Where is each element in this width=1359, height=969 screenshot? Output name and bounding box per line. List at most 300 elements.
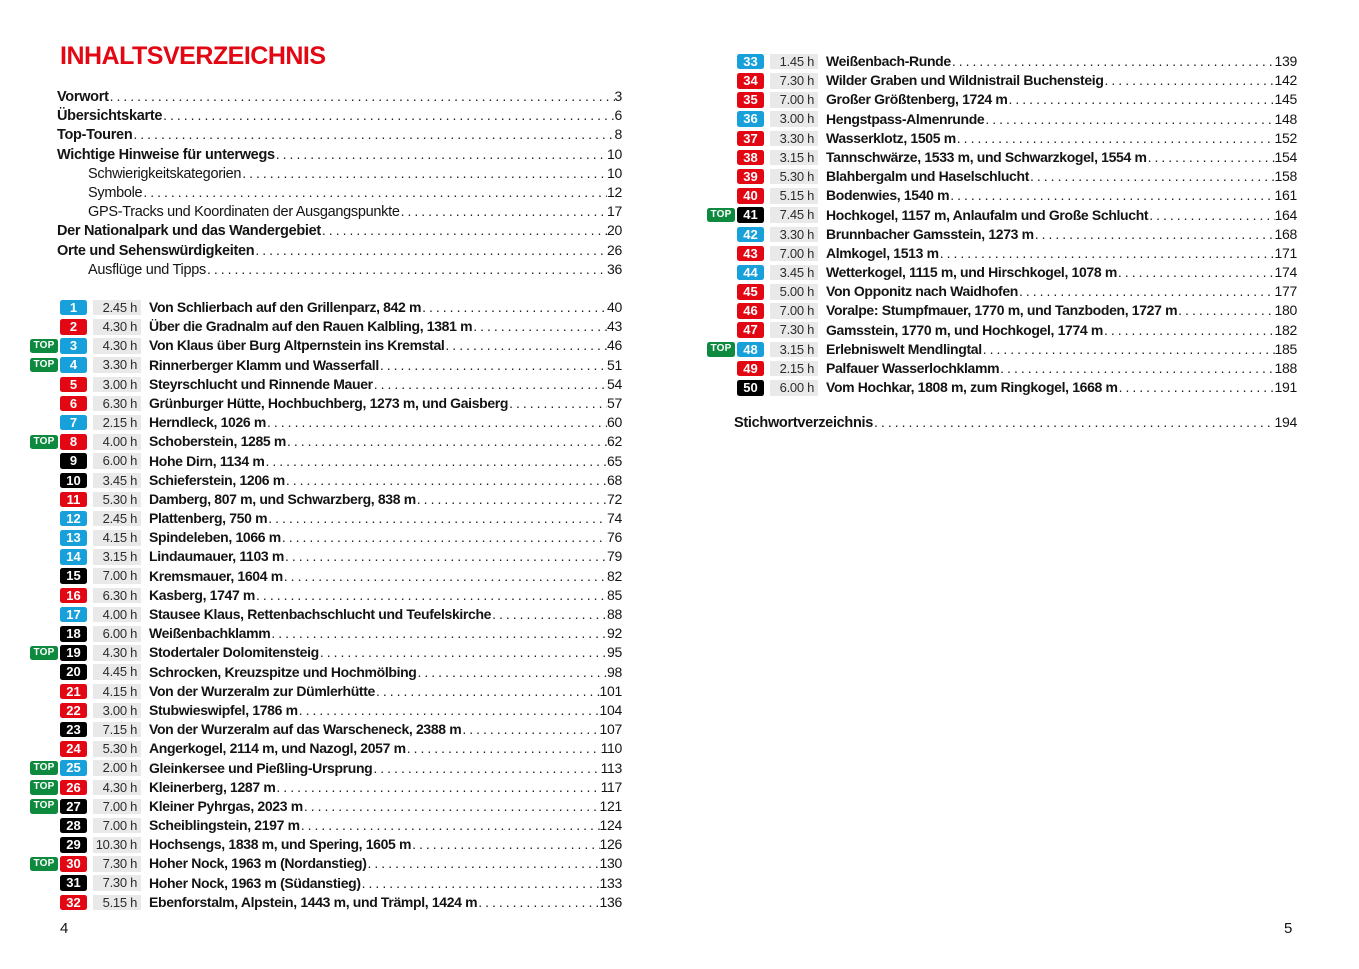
dotted-leader xyxy=(299,701,600,720)
tour-row xyxy=(707,129,1297,148)
tour-time: 5.00 h xyxy=(770,284,818,300)
tour-page: 74 xyxy=(607,510,622,527)
left-page-number: 4 xyxy=(60,920,69,937)
tour-row xyxy=(30,471,622,490)
dotted-leader xyxy=(940,244,1275,263)
top-badge-column xyxy=(30,569,60,584)
tour-number-badge: 26 xyxy=(60,780,87,796)
tour-time: 6.30 h xyxy=(93,396,141,412)
tour-row xyxy=(707,321,1297,340)
top-badge-column xyxy=(707,150,737,165)
front-matter-page: 26 xyxy=(607,241,622,258)
dotted-leader xyxy=(473,317,607,336)
dotted-leader xyxy=(242,164,607,183)
tour-page: 117 xyxy=(600,778,622,795)
tour-page: 171 xyxy=(1274,244,1297,261)
top-badge-column xyxy=(30,320,60,335)
top-badge-column xyxy=(30,761,60,776)
dotted-leader xyxy=(376,682,600,701)
tour-time: 3.45 h xyxy=(93,473,141,489)
tour-title: Angerkogel, 2114 m, und Nazogl, 2057 m xyxy=(149,740,406,757)
tour-time: 2.15 h xyxy=(93,415,141,431)
tour-time: 2.00 h xyxy=(93,760,141,776)
tour-title: Rinnerberger Klamm und Wasserfall xyxy=(149,356,379,373)
tour-title: Hochsengs, 1838 m, und Spering, 1605 m xyxy=(149,836,412,853)
tour-number-badge: 18 xyxy=(60,626,87,642)
tour-row xyxy=(30,394,622,413)
tour-row xyxy=(707,301,1297,320)
tour-title: Palfauer Wasserlochklamm xyxy=(826,360,1000,376)
dotted-leader xyxy=(256,586,607,605)
tour-page: 57 xyxy=(607,394,622,411)
tour-number-badge: 28 xyxy=(60,818,87,834)
tour-row xyxy=(30,567,622,586)
tour-list-left xyxy=(30,298,622,912)
tour-row xyxy=(30,778,622,797)
dotted-leader xyxy=(1119,378,1275,397)
tour-title: Kasberg, 1747 m xyxy=(149,586,256,603)
dotted-leader xyxy=(445,336,607,355)
dotted-leader xyxy=(1019,282,1275,301)
dotted-leader xyxy=(874,413,1274,432)
tour-page: 161 xyxy=(1274,187,1297,204)
dotted-leader xyxy=(268,509,607,528)
tour-number-badge: 43 xyxy=(737,246,764,262)
tour-time: 3.00 h xyxy=(770,111,818,127)
tour-time: 4.15 h xyxy=(93,684,141,700)
tour-row xyxy=(30,298,622,317)
top-badge-column xyxy=(30,742,60,757)
tour-title: Hoher Nock, 1963 m (Südanstieg) xyxy=(149,874,361,891)
dotted-leader xyxy=(952,52,1275,71)
front-matter-row xyxy=(30,202,622,221)
tour-row xyxy=(30,701,622,720)
tour-page: 40 xyxy=(607,299,622,315)
tour-time: 6.00 h xyxy=(93,626,141,642)
tour-row xyxy=(30,356,622,375)
tour-row xyxy=(30,663,622,682)
front-matter-row xyxy=(30,241,622,260)
top-badge-column xyxy=(30,876,60,891)
tour-row xyxy=(707,186,1297,205)
dotted-leader xyxy=(957,129,1275,148)
front-matter-label: Top-Touren xyxy=(57,127,133,144)
top-badge: TOP xyxy=(30,435,58,450)
tour-time: 3.15 h xyxy=(93,549,141,565)
tour-number-badge: 2 xyxy=(60,319,87,335)
tour-row xyxy=(30,893,622,912)
dotted-leader xyxy=(276,145,607,164)
tour-row xyxy=(30,874,622,893)
dotted-leader xyxy=(985,110,1274,129)
index-entry-label: Stichwortverzeichnis xyxy=(734,415,874,431)
dotted-leader xyxy=(271,624,607,643)
tour-time: 7.00 h xyxy=(770,303,818,319)
front-matter-label: Wichtige Hinweise für unterwegs xyxy=(57,146,275,163)
top-badge-column xyxy=(707,208,737,223)
tour-title: Von Klaus über Burg Altpernstein ins Kremstal xyxy=(149,337,445,354)
tour-title: Vom Hochkar, 1808 m, zum Ringkogel, 1668 m xyxy=(826,379,1118,396)
front-matter-label: Symbole xyxy=(88,184,143,201)
top-badge-column xyxy=(707,227,737,242)
tour-row xyxy=(707,110,1297,129)
tour-number-badge: 44 xyxy=(737,265,764,281)
tour-title: Tannschwärze, 1533 m, und Schwarzkogel, 1554 m xyxy=(826,148,1147,165)
tour-number-badge: 4 xyxy=(60,357,87,373)
dotted-leader xyxy=(950,186,1274,205)
tour-title: Wasserklotz, 1505 m xyxy=(826,129,956,146)
tour-page: 142 xyxy=(1274,72,1297,89)
tour-row xyxy=(707,244,1297,263)
tour-page: 68 xyxy=(607,471,622,488)
dotted-leader xyxy=(412,835,599,854)
dotted-leader xyxy=(163,106,614,125)
dotted-leader xyxy=(417,490,607,509)
tour-time: 7.30 h xyxy=(93,875,141,891)
tour-row xyxy=(30,375,622,394)
dotted-leader xyxy=(286,471,607,490)
tour-row xyxy=(707,90,1297,109)
tour-time: 5.15 h xyxy=(770,188,818,204)
tour-row xyxy=(30,509,622,528)
top-badge-column xyxy=(30,588,60,603)
tour-number-badge: 34 xyxy=(737,73,764,89)
dotted-leader xyxy=(1104,321,1275,340)
dotted-leader xyxy=(1118,263,1275,282)
top-badge-column xyxy=(30,703,60,718)
tour-page: 98 xyxy=(607,663,622,680)
tour-page: 145 xyxy=(1274,91,1297,108)
top-badge-column xyxy=(30,722,60,737)
tour-time: 6.30 h xyxy=(93,588,141,604)
dotted-leader xyxy=(492,605,607,624)
tour-row xyxy=(30,413,622,432)
tour-page: 107 xyxy=(599,721,622,738)
tour-row xyxy=(30,528,622,547)
dotted-leader xyxy=(255,241,607,260)
tour-row xyxy=(707,340,1297,359)
tour-time: 7.00 h xyxy=(770,246,818,262)
dotted-leader xyxy=(207,260,607,279)
top-badge: TOP xyxy=(30,761,58,776)
tour-title: Voralpe: Stumpfmauer, 1770 m, und Tanzboden, 1727 m xyxy=(826,302,1178,319)
tour-title: Über die Gradnalm auf den Rauen Kalbling, 1381 m xyxy=(149,318,473,335)
tour-time: 4.00 h xyxy=(93,607,141,623)
tour-title: Kleinerberg, 1287 m xyxy=(149,778,276,795)
tour-page: 152 xyxy=(1274,129,1297,146)
dotted-leader xyxy=(983,340,1275,359)
top-badge-column xyxy=(30,550,60,565)
tour-title: Stubwieswipfel, 1786 m xyxy=(149,701,298,718)
tour-title: Ebenforstalm, Alpstein, 1443 m, und Trämpl, 1424 m xyxy=(149,893,478,910)
tour-number-badge: 29 xyxy=(60,837,87,853)
tour-number-badge: 47 xyxy=(737,322,764,338)
tour-time: 2.45 h xyxy=(93,300,141,316)
tour-title: Von der Wurzeralm zur Dümlerhütte xyxy=(149,682,375,699)
tour-page: 43 xyxy=(607,318,622,335)
tour-page: 54 xyxy=(607,375,622,392)
tour-number-badge: 7 xyxy=(60,415,87,431)
top-badge-column xyxy=(707,131,737,146)
front-matter-label: Ausflüge und Tipps xyxy=(88,261,206,278)
tour-time: 4.45 h xyxy=(93,664,141,680)
dotted-leader xyxy=(373,759,600,778)
dotted-leader xyxy=(133,125,614,144)
dotted-leader xyxy=(1035,225,1275,244)
top-badge-column xyxy=(30,358,60,373)
tour-time: 3.45 h xyxy=(770,265,818,281)
tour-page: 101 xyxy=(599,682,622,699)
tour-list-right xyxy=(707,52,1297,397)
tour-title: Von Schlierbach auf den Grillenparz, 842 m xyxy=(149,299,422,315)
tour-time: 3.00 h xyxy=(93,377,141,393)
dotted-leader xyxy=(1000,359,1274,378)
tour-title: Hohe Dirn, 1134 m xyxy=(149,452,265,469)
tour-title: Gamsstein, 1770 m, und Hochkogel, 1774 m xyxy=(826,321,1103,338)
tour-row xyxy=(707,167,1297,186)
tour-row xyxy=(30,816,622,835)
tour-page: 76 xyxy=(607,529,622,546)
dotted-leader xyxy=(374,375,607,394)
tour-row xyxy=(30,682,622,701)
tour-number-badge: 5 xyxy=(60,377,87,393)
dotted-leader xyxy=(407,739,601,758)
front-matter-row xyxy=(30,87,622,106)
front-matter-page: 12 xyxy=(607,183,622,200)
tour-number-badge: 31 xyxy=(60,875,87,891)
tour-page: 136 xyxy=(599,893,622,910)
tour-time: 5.30 h xyxy=(93,492,141,508)
tour-time: 2.45 h xyxy=(93,511,141,527)
top-badge-column xyxy=(707,54,737,69)
tour-number-badge: 38 xyxy=(737,150,764,166)
tour-row xyxy=(707,148,1297,167)
tour-time: 4.15 h xyxy=(93,530,141,546)
tour-number-badge: 37 xyxy=(737,131,764,147)
tour-title: Wilder Graben und Wildnistrail Buchensteig xyxy=(826,72,1104,89)
tour-title: Von der Wurzeralm auf das Warscheneck, 2388 m xyxy=(149,721,462,738)
tour-page: 126 xyxy=(599,836,622,853)
tour-page: 191 xyxy=(1274,379,1297,396)
index-entry-row xyxy=(707,413,1297,433)
tour-row xyxy=(30,643,622,662)
top-badge-column xyxy=(30,454,60,469)
tour-title: Steyrschlucht und Rinnende Mauer xyxy=(149,375,373,392)
tour-page: 182 xyxy=(1274,321,1297,338)
dotted-leader xyxy=(304,797,600,816)
tour-number-badge: 50 xyxy=(737,380,764,396)
tour-number-badge: 21 xyxy=(60,684,87,700)
dotted-leader xyxy=(285,547,607,566)
top-badge-column xyxy=(30,377,60,392)
tour-time: 7.30 h xyxy=(770,322,818,338)
dotted-leader xyxy=(1030,167,1275,186)
tour-page: 92 xyxy=(607,625,622,642)
top-badge-column xyxy=(30,838,60,853)
tour-row xyxy=(30,547,622,566)
top-badge-column xyxy=(707,74,737,89)
tour-page: 65 xyxy=(607,452,622,469)
tour-number-badge: 25 xyxy=(60,760,87,776)
tour-row xyxy=(30,797,622,816)
front-matter-page: 20 xyxy=(607,222,622,239)
tour-number-badge: 8 xyxy=(60,434,87,450)
tour-title: Stausee Klaus, Rettenbachschlucht und Teufelskirche xyxy=(149,606,492,622)
tour-title: Schieferstein, 1206 m xyxy=(149,471,285,488)
tour-page: 168 xyxy=(1274,225,1297,242)
dotted-leader xyxy=(1105,71,1275,90)
tour-number-badge: 33 xyxy=(737,54,764,70)
tour-number-badge: 42 xyxy=(737,227,764,243)
top-badge: TOP xyxy=(707,208,735,223)
front-matter-row xyxy=(30,260,622,279)
front-matter-label: Schwierigkeitskategorien xyxy=(88,165,242,182)
tour-row xyxy=(30,490,622,509)
page-title: INHALTSVERZEICHNIS xyxy=(60,42,326,70)
tour-time: 7.00 h xyxy=(93,799,141,815)
front-matter-page: 6 xyxy=(614,107,622,124)
top-badge-column xyxy=(707,189,737,204)
tour-time: 7.00 h xyxy=(770,92,818,108)
tour-number-badge: 24 xyxy=(60,741,87,757)
tour-number-badge: 6 xyxy=(60,396,87,412)
front-matter-row xyxy=(30,125,622,144)
tour-page: 51 xyxy=(607,356,622,373)
tour-title: Hengstpass-Almenrunde xyxy=(826,110,985,127)
tour-title: Damberg, 807 m, und Schwarzberg, 838 m xyxy=(149,490,416,507)
tour-number-badge: 12 xyxy=(60,511,87,527)
tour-time: 3.15 h xyxy=(770,342,818,358)
tour-page: 79 xyxy=(607,548,622,565)
tour-page: 185 xyxy=(1274,340,1297,357)
front-matter-row xyxy=(30,221,622,240)
tour-time: 10.30 h xyxy=(93,837,141,853)
tour-page: 95 xyxy=(607,644,622,661)
tour-number-badge: 32 xyxy=(60,895,87,911)
tour-time: 7.00 h xyxy=(93,568,141,584)
top-badge-column xyxy=(30,339,60,354)
tour-row xyxy=(30,739,622,758)
tour-title: Herndleck, 1026 m xyxy=(149,414,267,431)
top-badge: TOP xyxy=(707,342,735,357)
tour-row xyxy=(30,835,622,854)
tour-number-badge: 14 xyxy=(60,549,87,565)
tour-number-badge: 15 xyxy=(60,568,87,584)
tour-title: Großer Größtenberg, 1724 m xyxy=(826,91,1008,108)
dotted-leader xyxy=(265,452,607,471)
front-matter-label: Vorwort xyxy=(57,89,109,105)
top-badge-column xyxy=(30,435,60,450)
tour-number-badge: 17 xyxy=(60,607,87,623)
tour-number-badge: 27 xyxy=(60,799,87,815)
tour-row xyxy=(707,282,1297,301)
top-badge-column xyxy=(707,381,737,396)
tour-time: 4.30 h xyxy=(93,645,141,661)
top-badge-column xyxy=(707,93,737,108)
top-badge-column xyxy=(30,396,60,411)
tour-number-badge: 19 xyxy=(60,645,87,661)
tour-row xyxy=(30,432,622,451)
dotted-leader xyxy=(301,816,600,835)
tour-number-badge: 11 xyxy=(60,492,87,508)
tour-title: Scheiblingstein, 2197 m xyxy=(149,817,300,834)
front-matter-row xyxy=(30,183,622,202)
top-badge-column xyxy=(30,300,60,315)
tour-number-badge: 20 xyxy=(60,664,87,680)
dotted-leader xyxy=(1009,90,1275,109)
tour-page: 130 xyxy=(599,855,622,872)
tour-title: Von Opponitz nach Waidhofen xyxy=(826,283,1018,300)
tour-page: 62 xyxy=(607,433,622,450)
front-matter-label: Übersichtskarte xyxy=(57,108,163,125)
tour-title: Kremsmauer, 1604 m xyxy=(149,567,283,584)
tour-title: Kleiner Pyhrgas, 2023 m xyxy=(149,797,303,814)
front-matter-row xyxy=(30,164,622,183)
tour-time: 7.45 h xyxy=(770,207,818,223)
top-badge-column xyxy=(30,531,60,546)
right-page xyxy=(707,0,1297,969)
tour-row xyxy=(30,854,622,873)
top-badge-column xyxy=(707,342,737,357)
dotted-leader xyxy=(509,394,607,413)
tour-page: 188 xyxy=(1274,360,1297,376)
tour-time: 2.15 h xyxy=(770,361,818,377)
tour-page: 174 xyxy=(1274,264,1297,281)
dotted-leader xyxy=(478,893,599,912)
tour-row xyxy=(707,263,1297,282)
tour-title: Bodenwies, 1540 m xyxy=(826,187,950,204)
tour-row xyxy=(30,317,622,336)
dotted-leader xyxy=(267,413,607,432)
top-badge-column xyxy=(30,646,60,661)
tour-row xyxy=(30,720,622,739)
tour-number-badge: 9 xyxy=(60,453,87,469)
tour-page: 88 xyxy=(607,606,622,622)
tour-row xyxy=(30,759,622,778)
top-badge-column xyxy=(30,607,60,622)
tour-title: Grünburger Hütte, Hochbuchberg, 1273 m, und Gaisberg xyxy=(149,394,509,411)
dotted-leader xyxy=(284,567,607,586)
tour-title: Hoher Nock, 1963 m (Nordanstieg) xyxy=(149,855,367,872)
tour-number-badge: 46 xyxy=(737,303,764,319)
tour-title: Almkogel, 1513 m xyxy=(826,244,939,261)
front-matter-page: 10 xyxy=(607,164,622,181)
top-badge: TOP xyxy=(30,358,58,373)
tour-time: 5.30 h xyxy=(93,741,141,757)
tour-time: 1.45 h xyxy=(770,54,818,70)
tour-time: 3.00 h xyxy=(93,703,141,719)
top-badge-column xyxy=(30,799,60,814)
tour-page: 139 xyxy=(1274,53,1297,69)
tour-number-badge: 45 xyxy=(737,284,764,300)
tour-time: 5.30 h xyxy=(770,169,818,185)
tour-page: 124 xyxy=(599,817,622,834)
tour-time: 4.30 h xyxy=(93,319,141,335)
top-badge-column xyxy=(707,304,737,319)
tour-number-badge: 1 xyxy=(60,300,87,316)
top-badge: TOP xyxy=(30,780,58,795)
tour-title: Blahbergalm und Haselschlucht xyxy=(826,168,1030,185)
tour-page: 46 xyxy=(607,337,622,354)
dotted-leader xyxy=(143,183,607,202)
tour-row xyxy=(30,586,622,605)
tour-time: 3.30 h xyxy=(93,357,141,373)
front-matter-label: GPS-Tracks und Koordinaten der Ausgangspunkte xyxy=(88,204,400,221)
top-badge-column xyxy=(707,169,737,184)
tour-number-badge: 35 xyxy=(737,92,764,108)
tour-row xyxy=(30,452,622,471)
top-badge-column xyxy=(707,323,737,338)
